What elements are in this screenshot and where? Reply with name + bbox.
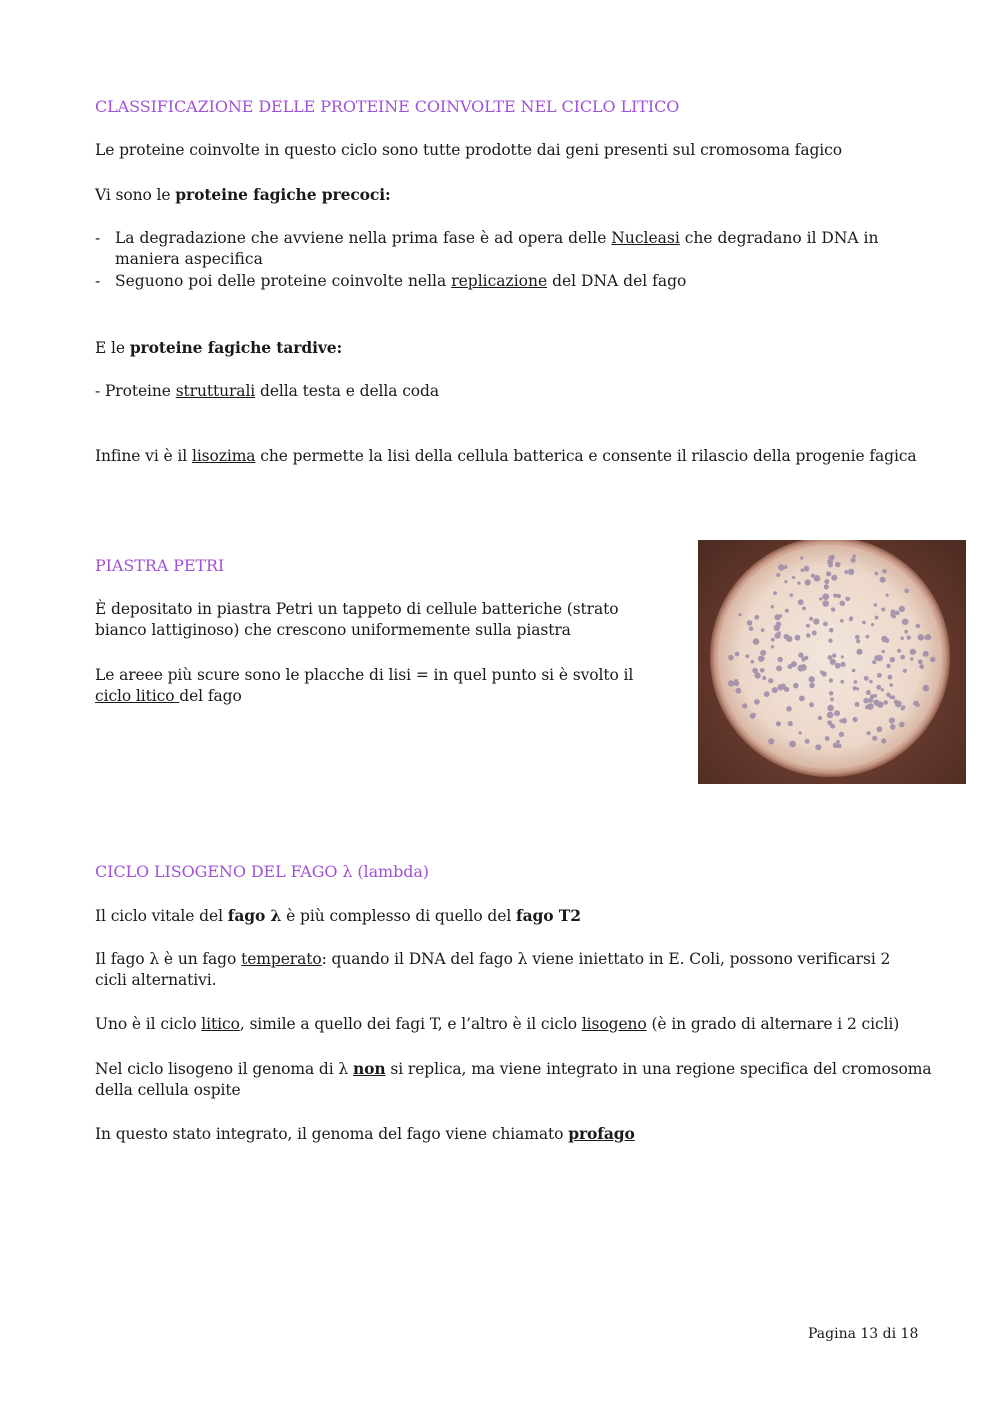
lysis-plaque <box>806 624 810 628</box>
lysis-plaque <box>881 688 884 691</box>
lysis-plaque <box>833 743 838 748</box>
lysis-plaque <box>840 619 844 623</box>
lysis-plaque <box>872 736 877 741</box>
lysis-plaque <box>804 566 810 572</box>
lysis-plaque <box>802 658 806 662</box>
lysis-plaque <box>776 665 782 671</box>
lysis-plaque <box>901 706 905 710</box>
lysis-plaque <box>902 619 909 626</box>
lysis-plaque <box>823 593 830 600</box>
lysis-plaque <box>784 687 789 692</box>
lysis-plaque <box>872 660 876 664</box>
lysis-plaque <box>809 617 813 621</box>
lysis-plaque <box>806 633 811 638</box>
lysis-plaque <box>904 589 909 594</box>
lysis-plaque <box>760 650 766 656</box>
lysis-plaque <box>788 664 793 669</box>
lysis-plaque <box>734 679 738 683</box>
paragraph: Nel ciclo lisogeno il genoma di λ non si replica, ma viene integrato in una regione specifica del cromosoma della cellula ospite <box>95 1059 932 1099</box>
lysis-plaque <box>838 744 842 748</box>
lysis-plaque <box>779 614 783 618</box>
lysis-plaque <box>829 678 833 682</box>
lysis-plaque <box>798 731 801 734</box>
lysis-plaque <box>871 623 874 626</box>
lysis-plaque <box>874 603 878 607</box>
lysis-plaque <box>895 701 902 708</box>
lysis-plaque <box>903 669 907 673</box>
lysis-plaque <box>798 599 804 605</box>
lysis-plaque <box>880 577 886 583</box>
lysis-plaque <box>749 626 754 631</box>
lysis-plaque <box>866 690 871 695</box>
lysis-plaque <box>900 655 905 660</box>
lysis-plaque <box>882 650 885 653</box>
lysis-plaque <box>862 621 866 625</box>
paragraph: Vi sono le proteine fagiche precoci: <box>95 185 391 204</box>
lysis-plaque <box>852 555 856 559</box>
lysis-plaque <box>828 555 834 561</box>
lysis-plaque <box>773 591 777 595</box>
lysis-plaque <box>799 696 805 702</box>
lysis-plaque <box>863 698 869 704</box>
lysis-plaque <box>888 675 893 680</box>
lysis-plaque <box>745 654 749 658</box>
lysis-plaque <box>789 741 796 748</box>
lysis-plaque <box>841 662 846 667</box>
lysis-plaque <box>856 649 862 655</box>
lysis-plaque <box>814 575 821 582</box>
lysis-plaque <box>886 664 890 668</box>
lysis-plaque <box>882 569 887 574</box>
lysis-plaque <box>840 601 846 607</box>
lysis-plaque <box>875 616 879 620</box>
lysis-plaque <box>753 638 760 645</box>
lysis-plaque <box>742 703 747 708</box>
lysis-plaque <box>844 570 848 574</box>
lysis-plaque <box>828 638 832 642</box>
lysis-plaque <box>899 606 905 612</box>
lysis-plaque <box>827 720 832 725</box>
lysis-plaque <box>835 663 841 669</box>
lysis-plaque <box>764 691 770 697</box>
lysis-plaque <box>889 718 895 724</box>
lysis-plaque <box>750 713 756 719</box>
paragraph: Il ciclo vitale del fago λ è più complesso di quello del fago T2 <box>95 906 581 925</box>
lysis-plaque <box>916 703 920 707</box>
lysis-plaque <box>809 676 815 682</box>
lysis-plaque <box>771 645 774 648</box>
lysis-plaque <box>800 664 807 671</box>
lysis-plaque <box>895 611 900 616</box>
lysis-plaque <box>869 680 873 684</box>
paragraph: Infine vi è il lisozima che permette la lisi della cellula batterica e consente il rilascio della progenie fagica <box>95 447 917 465</box>
lysis-plaque <box>824 579 829 584</box>
lysis-plaque <box>899 722 905 728</box>
lysis-plaque <box>877 673 882 678</box>
lysis-plaque <box>809 702 814 707</box>
paragraph: In questo stato integrato, il genoma del fago viene chiamato profago <box>95 1124 635 1143</box>
lysis-plaque <box>758 656 763 661</box>
lysis-plaque <box>771 605 774 608</box>
lysis-plaque <box>752 668 758 674</box>
lysis-plaque <box>853 717 858 722</box>
lysis-plaque <box>856 639 860 643</box>
lysis-plaque <box>848 569 854 575</box>
lysis-plaque <box>918 659 923 664</box>
lysis-plaque <box>795 635 801 641</box>
lysis-plaque <box>815 744 821 750</box>
lysis-plaque <box>889 683 893 687</box>
lysis-plaque <box>809 683 815 689</box>
lysis-plaque <box>829 691 833 695</box>
lysis-plaque <box>891 610 896 615</box>
lysis-plaque <box>829 628 834 633</box>
lysis-plaque <box>760 668 765 673</box>
lysis-plaque <box>768 738 774 744</box>
lysis-plaque <box>827 705 834 712</box>
lysis-plaque <box>864 676 869 681</box>
lysis-plaque <box>877 726 883 732</box>
lysis-plaque <box>855 702 860 707</box>
petri-dish-image <box>698 540 966 784</box>
lysis-plaque <box>825 736 830 741</box>
lysis-plaque <box>840 680 844 684</box>
lysis-plaque <box>883 700 888 705</box>
lysis-plaque <box>820 670 823 673</box>
lysis-plaque <box>833 594 837 598</box>
lysis-plaque <box>835 562 841 568</box>
lysis-plaque <box>845 597 850 602</box>
lysis-plaque <box>919 664 924 669</box>
lysis-plaque <box>912 650 916 654</box>
lysis-plaque <box>881 738 886 743</box>
lysis-plaque <box>831 575 837 581</box>
lysis-plaque <box>910 657 914 661</box>
paragraph: Uno è il ciclo litico, simile a quello dei fagi T, e l’altro è il ciclo lisogeno (è in grado di alternare i 2 cicli) <box>95 1015 900 1033</box>
lysis-plaque <box>889 696 892 699</box>
paragraph: E le proteine fagiche tardive: <box>95 338 343 357</box>
lysis-plaque <box>786 706 792 712</box>
lysis-plaque <box>897 649 901 653</box>
lysis-plaque <box>839 719 842 722</box>
lysis-plaque <box>907 635 911 639</box>
lysis-plaque <box>735 652 740 657</box>
lysis-plaque <box>790 593 794 597</box>
lysis-plaque <box>776 573 780 577</box>
petri-dish-illustration <box>698 540 966 784</box>
lysis-plaque <box>892 614 896 618</box>
lysis-plaque <box>881 608 885 612</box>
lysis-plaque <box>801 569 805 573</box>
lysis-plaque <box>904 630 908 634</box>
lysis-plaque <box>728 655 734 661</box>
lysis-plaque <box>865 705 869 709</box>
lysis-plaque <box>774 625 780 631</box>
lysis-plaque <box>854 680 858 684</box>
lysis-plaque <box>805 739 810 744</box>
lysis-plaque <box>751 660 755 664</box>
lysis-plaque <box>777 631 781 635</box>
lysis-plaque <box>890 724 896 730</box>
lysis-plaque <box>923 685 930 692</box>
paragraph: Le areee più scure sono le placche di lisi = in quel punto si è svolto il ciclo litico del fago <box>95 666 634 705</box>
lysis-plaque <box>841 655 844 658</box>
lysis-plaque <box>855 635 860 640</box>
lysis-plaque <box>823 622 828 627</box>
lysis-plaque <box>739 613 742 616</box>
lysis-plaque <box>890 657 895 662</box>
lysis-plaque <box>813 618 819 624</box>
lysis-plaque <box>793 683 799 689</box>
lysis-plaque <box>802 607 806 611</box>
lysis-plaque <box>778 564 784 570</box>
paragraph: Le proteine coinvolte in questo ciclo sono tutte prodotte dai geni presenti sul cromosoma fagico <box>95 141 842 159</box>
lysis-plaque <box>792 576 795 579</box>
list-item: - La degradazione che avviene nella prima fase è ad opera delle Nucleasi che degradano il DNA in maniera aspecifica <box>95 229 879 268</box>
lysis-plaque <box>852 669 856 673</box>
lysis-plaque <box>870 694 875 699</box>
lysis-plaque <box>728 680 734 686</box>
lysis-plaque <box>826 571 831 576</box>
lysis-plaque <box>762 676 766 680</box>
lysis-plaque <box>875 572 879 576</box>
lysis-plaque <box>819 597 822 600</box>
lysis-plaque <box>822 600 829 607</box>
lysis-plaque <box>771 638 775 642</box>
lysis-plaque <box>786 636 792 642</box>
lysis-plaque <box>754 615 759 620</box>
lysis-plaque <box>849 616 853 620</box>
lysis-plaque <box>761 628 765 632</box>
lysis-plaque <box>768 678 773 683</box>
lysis-plaque <box>800 557 803 560</box>
lysis-plaque <box>747 620 753 626</box>
lysis-plaque <box>788 721 793 726</box>
lysis-plaque <box>805 579 811 585</box>
lysis-plaque <box>777 684 783 690</box>
lysis-plaque <box>873 700 879 706</box>
section-heading-petri-dish: PIASTRA PETRI <box>95 556 225 575</box>
lysis-plaque <box>784 580 787 583</box>
lysis-plaque <box>772 687 778 693</box>
lysis-plaque <box>851 558 856 563</box>
lysis-plaque <box>812 631 817 636</box>
lysis-plaque <box>830 698 834 702</box>
lysis-plaque <box>923 651 929 657</box>
lysis-plaque <box>831 607 835 611</box>
lysis-plaque <box>824 584 829 589</box>
lysis-plaque <box>832 653 836 657</box>
lysis-plaque <box>853 686 857 690</box>
section-heading-lytic-proteins: CLASSIFICAZIONE DELLE PROTEINE COINVOLTE NEL CICLO LITICO <box>95 97 680 116</box>
paragraph: È depositato in piastra Petri un tappeto di cellule batteriche (strato bianco lattiginoso) che crescono uniformemente sulla piastra <box>95 600 619 639</box>
lysis-plaque <box>797 581 800 584</box>
lysis-plaque <box>924 636 928 640</box>
lysis-plaque <box>754 699 760 705</box>
paragraph: - Proteine strutturali della testa e della coda <box>95 382 439 400</box>
page-number: Pagina 13 di 18 <box>808 1326 919 1342</box>
lysis-plaque <box>916 624 921 629</box>
lysis-plaque <box>876 685 881 690</box>
section-heading-lysogenic-cycle: CICLO LISOGENO DEL FAGO λ (lambda) <box>95 862 429 881</box>
lysis-plaque <box>867 731 871 735</box>
lysis-plaque <box>930 657 935 662</box>
lysis-plaque <box>784 565 788 569</box>
paragraph: Il fago λ è un fago temperato: quando il DNA del fago λ viene iniettato in E. Coli, possono verificarsi 2 cicli alternativi. <box>95 950 891 989</box>
lysis-plaque <box>835 711 840 716</box>
lysis-plaque <box>876 655 883 662</box>
lysis-plaque <box>866 635 870 639</box>
lysis-plaque <box>918 634 925 641</box>
lysis-plaque <box>735 688 741 694</box>
lysis-plaque <box>778 657 783 662</box>
lysis-plaque <box>776 721 781 726</box>
lysis-plaque <box>839 732 844 737</box>
lysis-plaque <box>785 609 789 613</box>
lysis-plaque <box>828 655 833 660</box>
lysis-plaque <box>818 716 822 720</box>
lysis-plaque <box>886 594 889 597</box>
lysis-plaque <box>901 637 904 640</box>
lysis-plaque <box>798 652 803 657</box>
list-item: - Seguono poi delle proteine coinvolte nella replicazione del DNA del fago <box>95 272 687 290</box>
lysis-plaque <box>827 712 834 719</box>
lysis-plaque <box>881 636 887 642</box>
